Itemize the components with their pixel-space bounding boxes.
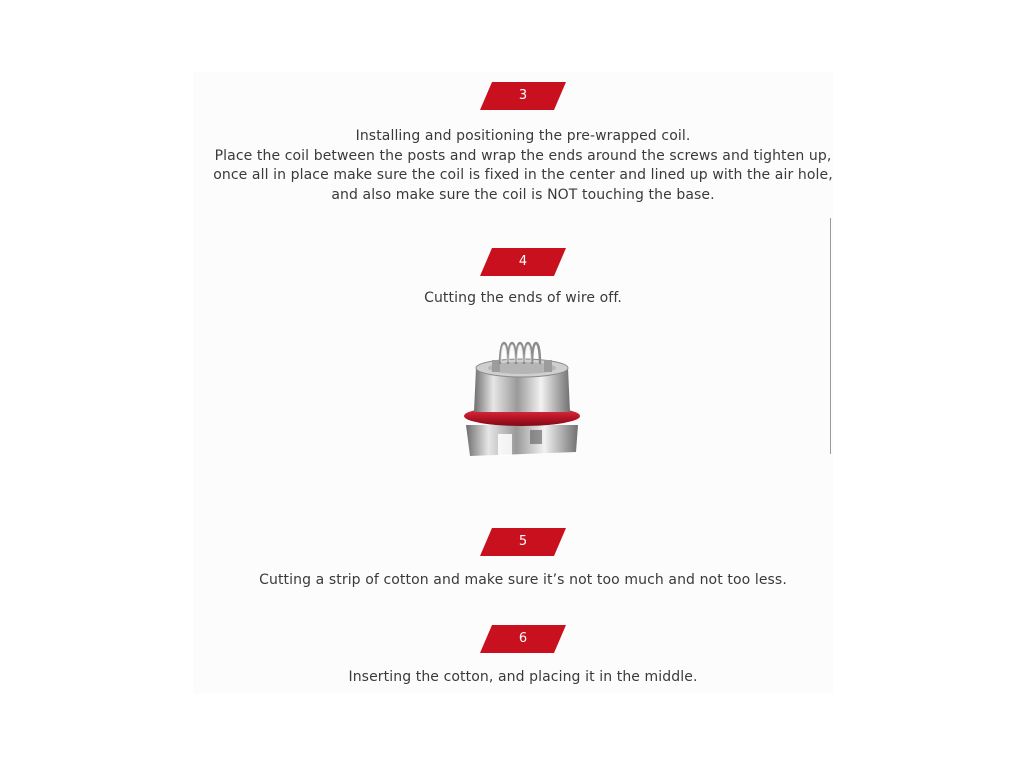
step-3-text [193, 127, 853, 205]
step-5-badge [480, 528, 566, 556]
step-6-text [193, 668, 853, 688]
step-6-badge [480, 625, 566, 653]
step-4-badge [480, 248, 566, 276]
step-3-badge [480, 82, 566, 110]
step-4-text [193, 289, 853, 309]
step-5-number: 5 [518, 534, 528, 549]
step-6-line-1: Inserting the cotton, and placing it in the middle. [348, 669, 698, 685]
step-4-number: 4 [518, 254, 528, 269]
step-5-text [193, 571, 853, 591]
step-3-line-4: and also make sure the coil is NOT touching the base. [331, 186, 715, 203]
step-4-line-1: Cutting the ends of wire off. [424, 290, 622, 306]
step-5-line-1: Cutting a strip of cotton and make sure it’s not too much and not too less. [259, 572, 787, 588]
divider-line [830, 218, 831, 454]
coil-deck-icon [458, 330, 588, 469]
step-3-line-2: Place the coil between the posts and wrap the ends around the screws and tighten up, [214, 147, 832, 164]
step-3-line-3: once all in place make sure the coil is fixed in the center and lined up with the air hole, [213, 167, 833, 183]
step-3-line-1: Installing and positioning the pre-wrapped coil. [355, 128, 691, 144]
step-6-number: 6 [518, 631, 528, 646]
step-3-number: 3 [518, 88, 528, 103]
